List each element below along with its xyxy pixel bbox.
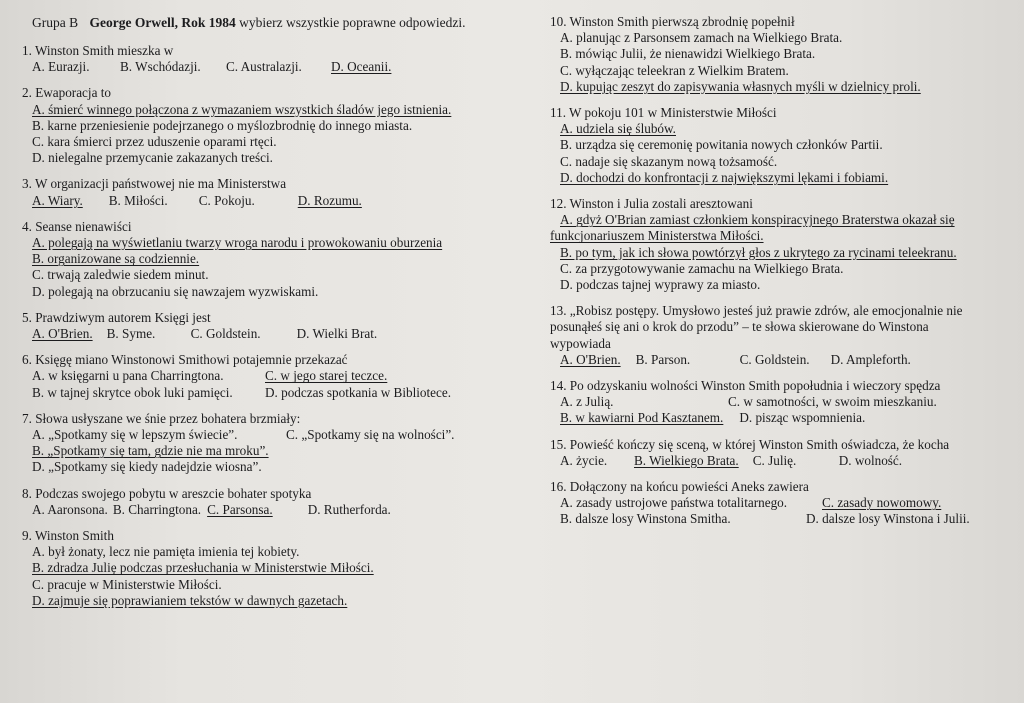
- option-d: D. polegają na obrzucaniu się nawzajem wyzwiskami.: [32, 283, 319, 299]
- option-a: A. planując z Parsonsem zamach na Wielkiego Brata.: [560, 30, 843, 46]
- question-stem: 16. Dołączony na końcu powieści Aneks zawiera: [550, 479, 809, 495]
- option-b: B. mówiąc Julii, że nienawidzi Wielkiego Brata.: [560, 46, 816, 62]
- option-d-selected: D. dochodzi do konfrontacji z największymi lękami i fobiami.: [560, 169, 889, 185]
- question-7: [22, 411, 522, 476]
- right-column: [550, 14, 1010, 538]
- question-stem: 5. Prawdziwym autorem Księgi jest: [22, 309, 211, 325]
- option-c: C. pracuje w Ministerstwie Miłości.: [32, 576, 222, 592]
- question-stem: 8. Podczas swojego pobytu w areszcie bohater spotyka: [22, 485, 312, 501]
- option-a-selected: A. O'Brien.: [560, 351, 621, 367]
- option-a: A. „Spotkamy się w lepszym świecie”.: [32, 427, 238, 443]
- question-14: [550, 378, 1010, 427]
- option-d: D. pisząc wspomnienia.: [739, 410, 866, 426]
- question-stem: 11. W pokoju 101 w Ministerstwie Miłości: [550, 105, 777, 121]
- question-12: [550, 196, 1010, 293]
- question-stem: 10. Winston Smith pierwszą zbrodnię popełnił: [550, 14, 795, 29]
- option-a-selected: A. Wiary.: [32, 192, 83, 208]
- question-stem: 1. Winston Smith mieszka w: [22, 43, 174, 58]
- option-c: C. trwają zaledwie siedem minut.: [32, 267, 209, 283]
- options-row: [560, 495, 1010, 511]
- question-9: [22, 528, 522, 609]
- option-b-selected: B. zdradza Julię podczas przesłuchania w Ministerstwie Miłości.: [32, 560, 374, 576]
- question-4: [22, 219, 522, 300]
- options-row: [560, 453, 1010, 469]
- option-c: C. Goldstein.: [190, 326, 261, 342]
- option-b-selected: B. organizowane są codziennie.: [32, 251, 200, 267]
- question-1: [22, 43, 522, 75]
- options-row: [32, 193, 522, 209]
- option-a-selected: A. O'Brien.: [32, 326, 93, 342]
- test-header: [32, 14, 522, 31]
- option-b: B. Charringtona.: [112, 501, 202, 517]
- question-2: [22, 85, 522, 166]
- question-stem: 6. Księgę miano Winstonowi Smithowi potajemnie przekazać: [22, 352, 348, 368]
- option-c: C. Julię.: [752, 452, 797, 468]
- option-b: B. Wschódazji.: [120, 59, 201, 75]
- option-d: D. Wielki Brat.: [296, 326, 378, 342]
- group-label: Grupa B: [32, 15, 79, 30]
- option-d: D. podczas spotkania w Bibliotece.: [265, 384, 452, 400]
- option-a-selected: A. udziela się ślubów.: [560, 121, 676, 137]
- option-d: D. Ampleforth.: [830, 351, 911, 367]
- option-c: C. Australazji.: [226, 59, 302, 75]
- option-d-selected: D. Oceanii.: [331, 59, 392, 75]
- option-a: A. Eurazji.: [32, 59, 90, 75]
- option-c: C. za przygotowywanie zamachu na Wielkiego Brata.: [560, 260, 844, 276]
- question-stem: 15. Powieść kończy się sceną, w której Winston Smith oświadcza, że kocha: [550, 436, 950, 452]
- option-d: D. Rutherforda.: [307, 501, 391, 517]
- options-row: [32, 326, 522, 342]
- option-a: A. zasady ustrojowe państwa totalitarnego.: [560, 495, 788, 511]
- question-stem: 2. Ewaporacja to: [22, 85, 111, 101]
- option-a-selected: A. gdyż O'Brian zamiast członkiem konspiracyjnego Braterstwa okazał się: [560, 212, 955, 228]
- question-10: [550, 14, 1010, 95]
- options-row: [560, 410, 1010, 426]
- options-row: [32, 385, 522, 401]
- question-3: [22, 176, 522, 208]
- question-stem: 12. Winston i Julia zostali aresztowani: [550, 196, 753, 212]
- option-b: B. Miłości.: [108, 192, 168, 208]
- question-5: [22, 310, 522, 342]
- option-a: A. był żonaty, lecz nie pamięta imienia tej kobiety.: [32, 544, 300, 560]
- option-b: B. karne przeniesienie podejrzanego o myślozbrodnię do innego miasta.: [32, 117, 413, 133]
- option-d: D. nielegalne przemycanie zakazanych treści.: [32, 150, 273, 166]
- question-stem-line-2: posunąłeś się ani o krok do przodu” – te słowa skierowane do Winstona: [550, 319, 929, 335]
- option-c: C. „Spotkamy się na wolności”.: [286, 427, 455, 443]
- option-c: C. nadaje się skazanym nową tożsamość.: [560, 153, 778, 169]
- question-15: [550, 437, 1010, 469]
- option-c-selected: C. w jego starej teczce.: [265, 368, 388, 384]
- option-d: D. dalsze losy Winstona i Julii.: [806, 511, 970, 527]
- question-11: [550, 105, 1010, 186]
- option-b-selected: B. „Spotkamy się tam, gdzie nie ma mroku”.: [32, 443, 269, 459]
- option-c-selected: C. zasady nowomowy.: [822, 495, 942, 511]
- option-c: C. Goldstein.: [739, 351, 810, 367]
- option-b: B. Syme.: [106, 326, 156, 342]
- question-stem: 14. Po odzyskaniu wolności Winston Smith popołudnia i wieczory spędza: [550, 378, 941, 394]
- option-c-selected: C. Parsonsa.: [207, 501, 273, 517]
- question-stem: 13. „Robisz postępy. Umysłowo jesteś już prawie zdrów, ale emocjonalnie nie: [550, 303, 963, 319]
- option-b-selected: B. po tym, jak ich słowa powtórzył głos z ukrytego za rycinami teleekranu.: [560, 244, 957, 260]
- author-title: George Orwell, Rok 1984: [89, 15, 236, 30]
- option-d-selected: D. kupując zeszyt do zapisywania własnych myśli w dzielnicy proli.: [560, 78, 921, 94]
- options-row: [32, 59, 522, 75]
- option-b: B. w tajnej skrytce obok luki pamięci.: [32, 384, 233, 400]
- option-d-selected: D. zajmuje się poprawianiem tekstów w dawnych gazetach.: [32, 592, 348, 608]
- option-d: D. podczas tajnej wyprawy za miasto.: [560, 277, 761, 293]
- option-b-selected: B. Wielkiego Brata.: [634, 452, 739, 468]
- question-13: [550, 303, 1010, 368]
- question-6: [22, 352, 522, 401]
- options-row: [560, 394, 1010, 410]
- option-a: A. z Julią.: [560, 394, 614, 410]
- options-row: [32, 427, 522, 443]
- option-b-selected: B. w kawiarni Pod Kasztanem.: [560, 410, 724, 426]
- question-stem: 3. W organizacji państwowej nie ma Ministerstwa: [22, 176, 287, 192]
- option-c: C. Pokoju.: [198, 192, 255, 208]
- option-b: B. dalsze losy Winstona Smitha.: [560, 511, 731, 527]
- option-a: A. życie.: [560, 452, 608, 468]
- option-d: D. „Spotkamy się kiedy nadejdzie wiosna”.: [32, 459, 262, 475]
- question-16: [550, 479, 1010, 528]
- option-b: B. Parson.: [635, 351, 691, 367]
- question-8: [22, 486, 522, 518]
- question-stem-line-3: wypowiada: [550, 335, 611, 351]
- option-a-selected: A. polegają na wyświetlaniu twarzy wroga narodu i prowokowaniu oburzenia: [32, 235, 443, 251]
- option-a-continuation: funkcjonariuszem Ministerstwa Miłości.: [550, 228, 764, 244]
- question-stem: 9. Winston Smith: [22, 528, 114, 544]
- instruction: wybierz wszystkie poprawne odpowiedzi.: [239, 15, 466, 30]
- option-c: C. wyłączając teleekran z Wielkim Bratem.: [560, 62, 789, 78]
- left-column: [22, 14, 522, 619]
- options-row: [32, 502, 522, 518]
- option-d-selected: D. Rozumu.: [297, 192, 362, 208]
- option-a: A. Aaronsona.: [32, 501, 108, 517]
- options-row: [32, 368, 522, 384]
- option-c: C. kara śmierci przez uduszenie oparami rtęci.: [32, 134, 277, 150]
- option-d: D. wolność.: [838, 452, 903, 468]
- options-row: [560, 352, 1010, 368]
- question-stem: 7. Słowa usłyszane we śnie przez bohatera brzmiały:: [22, 410, 301, 426]
- option-b: B. urządza się ceremonię powitania nowych członków Partii.: [560, 137, 883, 153]
- question-stem: 4. Seanse nienawiści: [22, 218, 132, 234]
- option-a: A. w księgarni u pana Charringtona.: [32, 368, 224, 384]
- option-a-selected: A. śmierć winnego połączona z wymazaniem wszystkich śladów jego istnienia.: [32, 101, 452, 117]
- option-c: C. w samotności, w swoim mieszkaniu.: [728, 394, 937, 410]
- options-row: [560, 511, 1010, 527]
